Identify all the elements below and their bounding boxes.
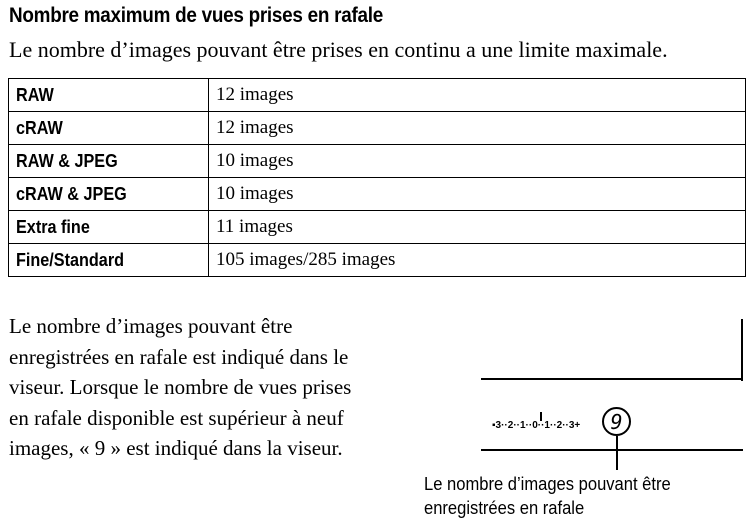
body-line: Le nombre d’images pouvant être bbox=[9, 314, 293, 338]
body-line: images, « 9 » est indiqué dans la viseur. bbox=[9, 436, 343, 460]
table-row bbox=[9, 79, 746, 112]
quality-label: RAW & JPEG bbox=[9, 145, 209, 178]
callout-line bbox=[616, 436, 618, 470]
body-line: en rafale disponible est supérieur à neuf bbox=[9, 405, 344, 430]
table-row bbox=[9, 178, 746, 211]
quality-label: cRAW bbox=[9, 112, 209, 145]
body-paragraph bbox=[9, 311, 419, 464]
image-count: 11 images bbox=[209, 211, 746, 244]
intro-text: Le nombre d’images pouvant être prises en continu a une limite maximale. bbox=[9, 37, 668, 62]
image-count: 105 images/285 images bbox=[209, 244, 746, 277]
quality-label: RAW bbox=[9, 79, 209, 112]
table-row bbox=[9, 112, 746, 145]
section-heading: Nombre maximum de vues prises en rafale bbox=[9, 4, 383, 27]
exposure-scale: ▪3··2··1··0··1··2··3+ bbox=[492, 420, 581, 431]
viewfinder-frame-top bbox=[481, 378, 743, 380]
body-line: viseur. Lorsque le nombre de vues prises bbox=[9, 375, 352, 399]
table-row bbox=[9, 244, 746, 277]
burst-counter: 9 bbox=[602, 407, 631, 436]
quality-label: Extra fine bbox=[9, 211, 209, 244]
image-count: 12 images bbox=[209, 112, 746, 145]
caption-line: enregistrées en rafale bbox=[424, 498, 585, 518]
table-row bbox=[9, 211, 746, 244]
viewfinder-frame-bottom bbox=[481, 449, 743, 451]
quality-label: Fine/Standard bbox=[9, 244, 209, 277]
caption-line: Le nombre d’images pouvant être bbox=[424, 474, 671, 494]
viewfinder-frame-edge bbox=[741, 319, 743, 381]
burst-limit-table bbox=[8, 78, 746, 277]
table-row bbox=[9, 145, 746, 178]
callout-caption bbox=[424, 472, 692, 520]
image-count: 10 images bbox=[209, 145, 746, 178]
image-count: 12 images bbox=[209, 79, 746, 112]
quality-label: cRAW & JPEG bbox=[9, 178, 209, 211]
image-count: 10 images bbox=[209, 178, 746, 211]
body-line: enregistrées en rafale est indiqué dans le bbox=[9, 344, 349, 369]
